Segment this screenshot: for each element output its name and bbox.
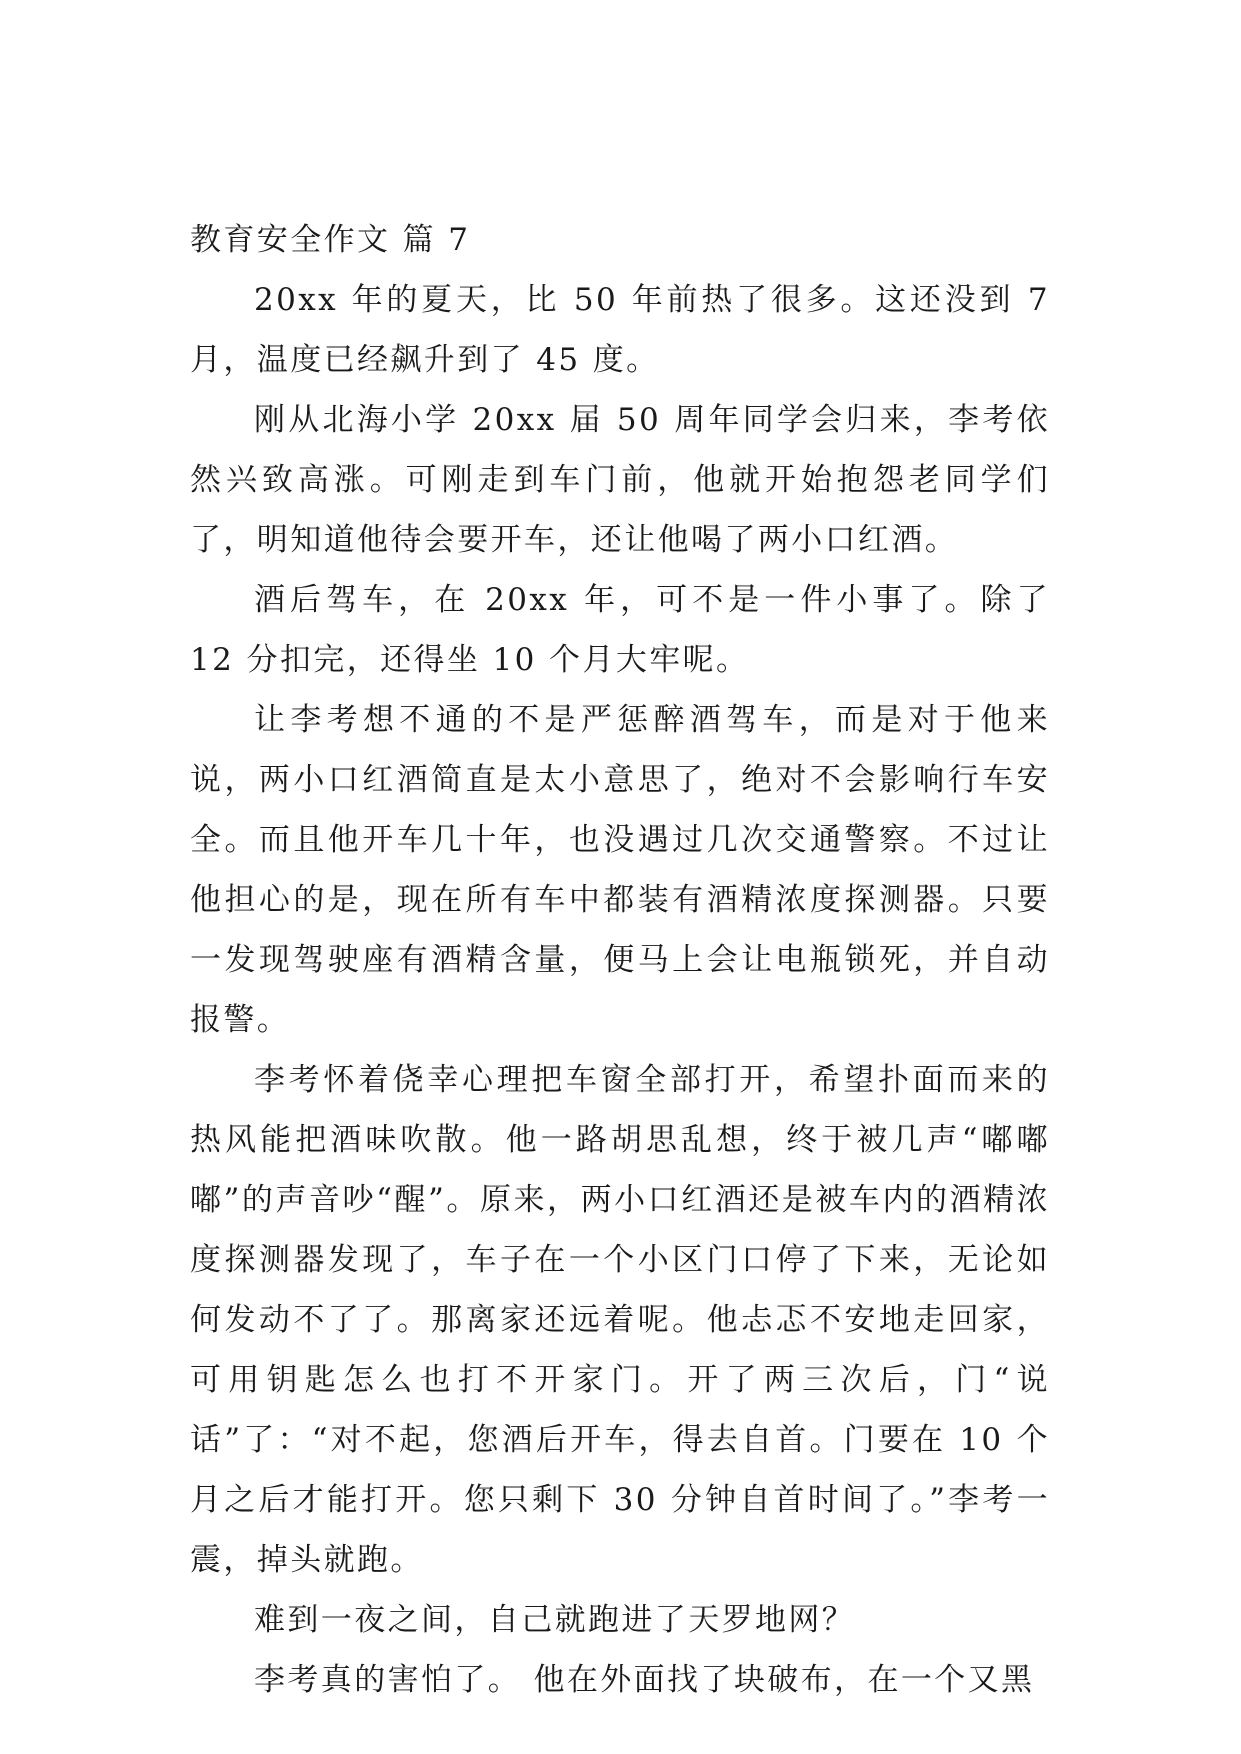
document-body xyxy=(190,210,1050,1710)
paragraph-7: 李考真的害怕了。 他在外面找了块破布，在一个又黑 xyxy=(254,1662,1035,1698)
paragraph-2: 刚从北海小学 20xx 届 50 周年同学会归来，李考依然兴致高涨。可刚走到车门前，他就开始抱怨老同学们了，明知道他待会要开车，还让他喝了两小口红酒。 xyxy=(190,402,1050,558)
paragraph-3: 酒后驾车，在 20xx 年，可不是一件小事了。除了 12 分扣完，还得坐 10 个月大牢呢。 xyxy=(190,582,1050,678)
essay-title: 教育安全作文 篇 7 xyxy=(190,222,471,258)
paragraph-6: 难到一夜之间，自己就跑进了天罗地网？ xyxy=(254,1602,856,1638)
paragraph-4: 让李考想不通的不是严惩醉酒驾车，而是对于他来说，两小口红酒简直是太小意思了，绝对不会影响行车安全。而且他开车几十年，也没遇过几次交通警察。不过让他担心的是，现在所有车中都装有酒精浓度探测器。只要一发现驾驶座有酒精含量，便马上会让电瓶锁死，并自动报警。 xyxy=(190,702,1050,1038)
paragraph-5: 李考怀着侥幸心理把车窗全部打开，希望扑面而来的热风能把酒味吹散。他一路胡思乱想，终于被几声“嘟嘟嘟”的声音吵“醒”。原来，两小口红酒还是被车内的酒精浓度探测器发现了，车子在一个小区门口停了下来，无论如何发动不了了。那离家还远着呢。他忐忑不安地走回家，可用钥匙怎么也打不开家门。开了两三次后，门“说话”了：“对不起，您酒后开车，得去自首。门要在 10 个月之后才能打开。您只剩下 30 分钟自首时间了。”李考一震，掉头就跑。 xyxy=(190,1062,1050,1578)
paragraph-1: 20xx 年的夏天，比 50 年前热了很多。这还没到 7 月，温度已经飙升到了 45 度。 xyxy=(190,282,1050,378)
